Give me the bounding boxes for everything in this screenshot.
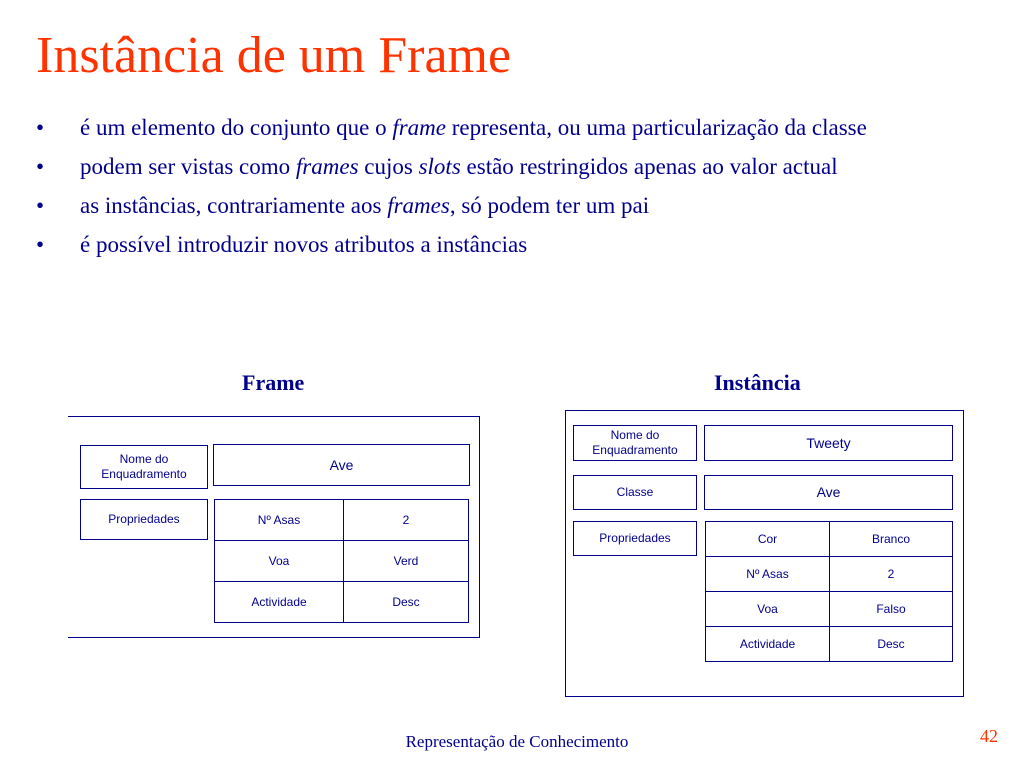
bullet-icon: • [36, 193, 45, 218]
table-row [706, 557, 953, 592]
frame-props-table [214, 499, 469, 623]
bullet-list [36, 110, 980, 266]
instance-class-value: Ave [704, 475, 953, 510]
text-run: podem ser vistas como [80, 154, 296, 179]
instance-name-label: Nome do Enquadramento [573, 425, 697, 461]
italic-term: frames [387, 193, 450, 218]
table-row [215, 500, 469, 541]
instance-class-label: Classe [573, 475, 697, 510]
footer-text: Representação de Conhecimento [405, 732, 629, 751]
bullet-text [80, 232, 527, 257]
bullet-text [80, 193, 649, 218]
page-number: 42 [980, 726, 998, 746]
instance-diagram-label: Instância [714, 370, 801, 395]
bullet-text [80, 115, 867, 140]
bullet-icon: • [36, 115, 45, 140]
bullet-item [36, 110, 980, 145]
text-run: representa, ou uma particularização da classe [446, 115, 867, 140]
table-cell: 2 [830, 557, 953, 592]
frame-name-label: Nome do Enquadramento [80, 445, 208, 489]
text-run: cujos [358, 154, 419, 179]
instance-props-label: Propriedades [573, 521, 697, 556]
bullet-text [80, 154, 838, 179]
table-cell: Nº Asas [215, 500, 344, 541]
frame-props-label: Propriedades [80, 499, 208, 540]
table-cell: Voa [215, 541, 344, 582]
instance-props-table [705, 521, 953, 662]
instance-name-value: Tweety [704, 425, 953, 461]
table-cell: Falso [830, 592, 953, 627]
text-run: as instâncias, contrariamente aos [80, 193, 388, 218]
table-cell: Verd [344, 541, 469, 582]
instance-diagram-panel [565, 410, 964, 697]
table-row [706, 627, 953, 662]
table-cell: 2 [344, 500, 469, 541]
table-row [706, 522, 953, 557]
slide-title: Instância de um Frame [36, 27, 512, 84]
table-cell: Actividade [215, 582, 344, 623]
table-cell: Actividade [706, 627, 830, 662]
table-row [215, 582, 469, 623]
table-cell: Desc [344, 582, 469, 623]
table-cell: Voa [706, 592, 830, 627]
italic-term: frame [392, 115, 447, 140]
bullet-item [36, 149, 980, 184]
table-cell: Branco [830, 522, 953, 557]
bullet-item [36, 188, 980, 223]
table-row [215, 541, 469, 582]
text-run: , só podem ter um pai [449, 193, 650, 218]
bullet-icon: • [36, 154, 45, 179]
bullet-item [36, 227, 980, 262]
text-run: é um elemento do conjunto que o [80, 115, 393, 140]
italic-term: frames [295, 154, 359, 179]
table-cell: Desc [830, 627, 953, 662]
bullet-icon: • [36, 232, 45, 257]
frame-diagram-label: Frame [242, 370, 305, 395]
italic-term: slots [418, 154, 461, 179]
table-cell: Cor [706, 522, 830, 557]
frame-name-value: Ave [213, 444, 470, 486]
frame-diagram-panel [68, 416, 480, 638]
text-run: é possível introduzir novos atributos a instâncias [80, 232, 528, 257]
table-cell: Nº Asas [706, 557, 830, 592]
table-row [706, 592, 953, 627]
text-run: estão restringidos apenas ao valor actual [460, 154, 838, 179]
